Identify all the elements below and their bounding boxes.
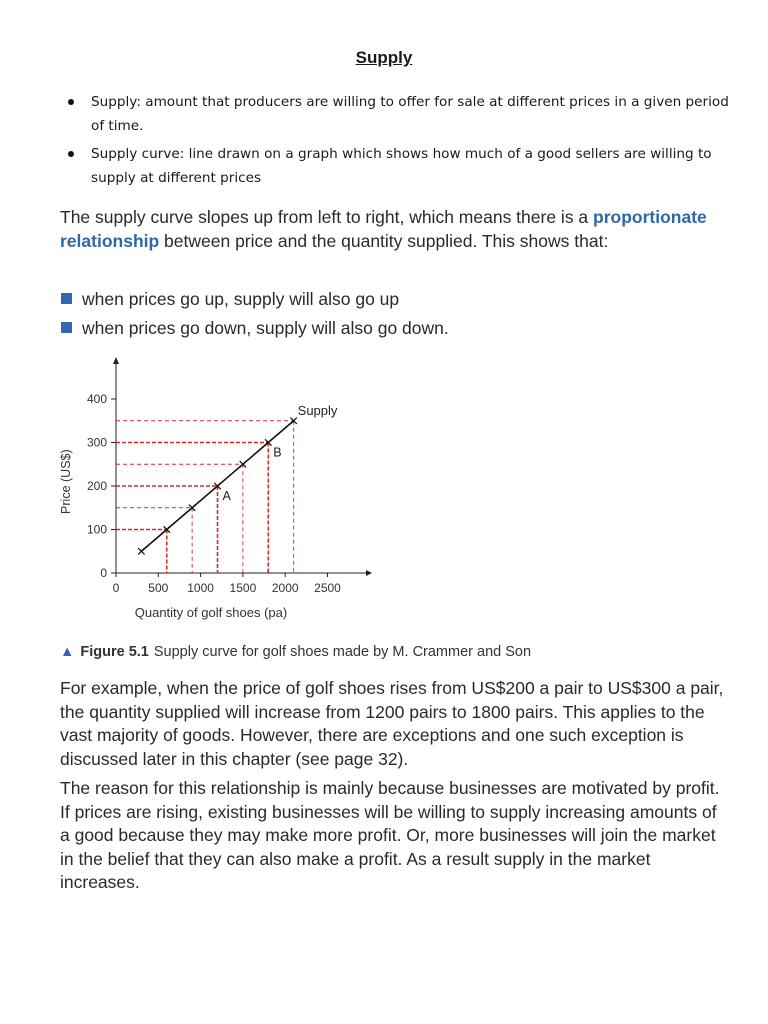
figure-number: Figure 5.1 <box>80 644 149 660</box>
x-tick-label: 2500 <box>314 581 341 595</box>
point-prices-down <box>60 314 720 343</box>
x-tick-label: 500 <box>148 581 169 595</box>
example-paragraph: For example, when the price of golf shoes rises from US$200 a pair to US$300 a pair, the quantity supplied will increase from 1200 pairs to 1800 pairs. This applies to the vast majority of goods. However, there are exceptions and one such exception is discussed later in this chapter (see page 32). <box>60 678 724 769</box>
relationship-points <box>60 285 720 343</box>
intro-text-start: The supply curve slopes up from left to right, which means there is a <box>60 207 594 227</box>
y-tick-label: 300 <box>86 435 107 450</box>
y-tick-label: 400 <box>86 392 107 406</box>
bullet-icon <box>68 151 74 157</box>
point-annotation: A <box>222 489 231 503</box>
definition-supply-curve-text: Supply curve: line drawn on a graph which shows how much of a good sellers are willing to supply at different prices <box>91 146 712 186</box>
page-title: Supply <box>355 48 413 67</box>
y-tick-label: 100 <box>86 522 107 537</box>
point-prices-up <box>60 285 720 314</box>
y-tick-label: 0 <box>100 566 107 580</box>
definition-list <box>66 90 731 194</box>
x-axis-label: Quantity of golf shoes (pa) <box>134 605 288 620</box>
point-annotation: B <box>273 445 282 460</box>
figure-caption-text: Supply curve for golf shoes made by M. Crammer and Son <box>153 644 532 660</box>
point-prices-up-text: when prices go up, supply will also go up <box>82 289 400 309</box>
reason-paragraph: The reason for this relationship is mainly because businesses are motivated by profit. If prices are rising, existing businesses will be willing to supply increasing amounts of a good because they may make more profit. Or, more businesses will join the market in the belief that they can also make a profit. As a result supply in the market increases. <box>60 778 720 892</box>
figure-caption <box>60 644 740 660</box>
triangle-icon: ▲ <box>60 644 75 660</box>
x-tick-label: 0 <box>112 581 120 595</box>
supply-chart <box>50 348 390 633</box>
y-axis-label: Price (US$) <box>59 449 73 514</box>
series-label: Supply <box>297 402 338 418</box>
key-term-highlight: proportionate relationship <box>60 207 707 251</box>
y-axis-arrow <box>113 357 119 364</box>
square-bullet-icon <box>61 293 72 304</box>
data-point-marker <box>138 548 144 554</box>
y-tick-label: 200 <box>86 479 107 493</box>
definition-supply-text: Supply: amount that producers are willing to offer for sale at different prices in a given period of time. <box>91 94 729 134</box>
intro-paragraph <box>60 206 720 253</box>
x-tick-label: 1000 <box>187 581 214 595</box>
intro-text-end: between price and the quantity supplied. This shows that: <box>159 230 609 251</box>
x-axis-arrow <box>366 570 372 576</box>
bullet-icon <box>68 99 74 105</box>
x-tick-label: 2000 <box>271 581 299 595</box>
definition-supply-curve <box>66 142 731 190</box>
point-prices-down-text: when prices go down, supply will also go down. <box>82 318 449 338</box>
x-tick-label: 1500 <box>229 581 257 595</box>
definition-supply <box>66 90 731 138</box>
square-bullet-icon <box>61 322 72 333</box>
